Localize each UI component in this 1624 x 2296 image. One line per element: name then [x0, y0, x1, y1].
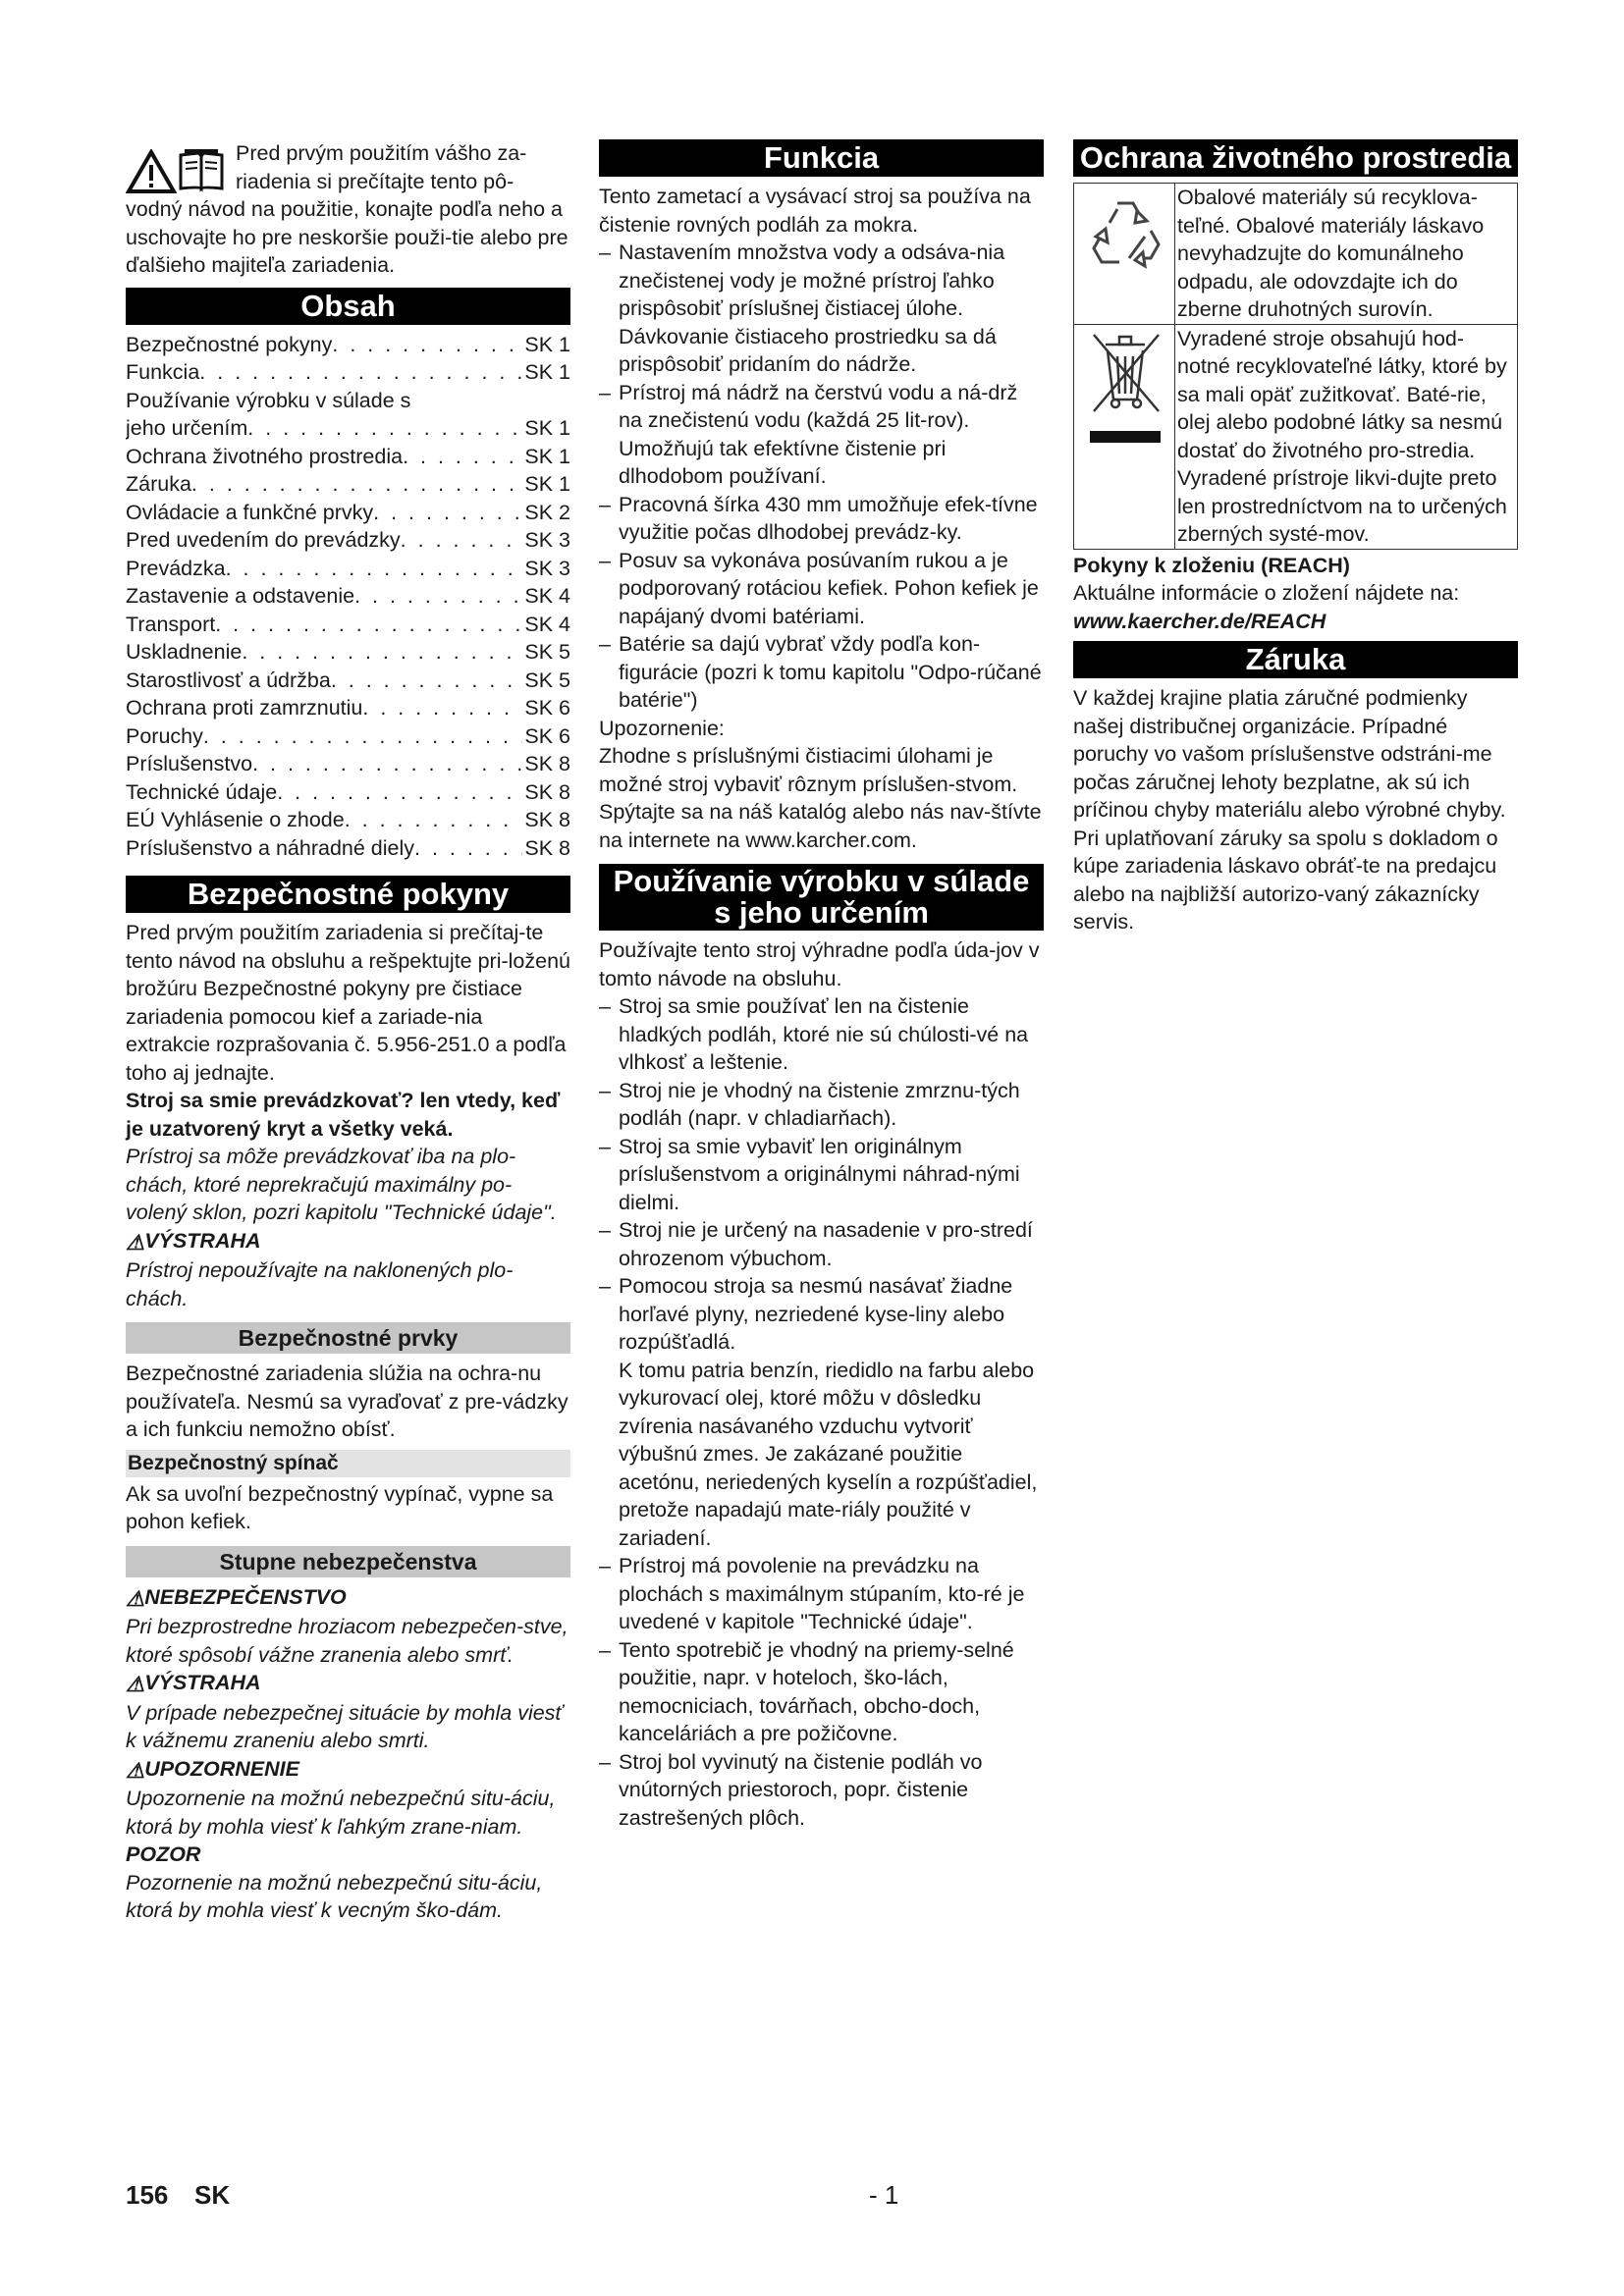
function-dosing: Dávkovanie čistiaceho prostriedku sa dá prispôsobiť pridaním do nádrže. [619, 324, 997, 376]
list-item: – Prístroj má nádrž na čerstvú vodu a ná-drž na znečistenú vodu (každá 25 lit-rov). Umožňujú tak efektívne čistenie pri dlhodobom používaní. [599, 380, 1018, 488]
toc-row-title: Ovládacie a funkčné prvky [126, 500, 374, 524]
toc-heading: Obsah [126, 288, 570, 325]
toc-leader-dots [403, 443, 522, 471]
caution-small-icon: ⚠ [126, 1758, 145, 1783]
toc-row[interactable] [126, 722, 570, 751]
toc-row-page: SK 8 [524, 779, 570, 804]
environment-table [1073, 183, 1518, 550]
list-item: – Stroj nie je určený na nasadenie v pro-stredí ohrozenom výbuchom. [599, 1218, 1033, 1270]
function-note-text: Zhodne s príslušnými čistiacimi úlohami je možné stroj vybaviť rôznym príslušen-stvom. [599, 744, 1018, 796]
warning2-text: V prípade nebezpečnej situácie by mohla viesť k vážnemu zraneniu alebo smrti. [126, 1700, 564, 1752]
toc-row-title: Príslušenstvo a náhradné diely [126, 835, 415, 860]
crossed-bin-icon [1080, 329, 1170, 456]
safety-devices-heading: Bezpečnostné prvky [126, 1322, 570, 1354]
list-item: – Prístroj má povolenie na prevádzku na plochách s maximálnym stúpaním, kto-ré je uvedené v kapitole "Technické údaje". [599, 1554, 1025, 1633]
toc-row-title: Záruka [126, 472, 191, 496]
recycling-icon [1080, 189, 1170, 280]
list-item: – Stroj bol vyvinutý na čistenie podláh vo vnútorných priestoroch, popr. čistenie zastrešených plôch. [599, 1749, 983, 1830]
toc-row-title: Transport [126, 612, 216, 636]
warning2-label: ⚠VÝSTRAHA [126, 1669, 570, 1699]
toc-leader-dots [242, 638, 522, 667]
toc-leader-dots [414, 834, 522, 863]
danger-label: ⚠NEBEZPEČENSTVO [126, 1583, 570, 1614]
bin-cell [1074, 324, 1175, 549]
toc-row-page: SK 3 [524, 556, 570, 580]
list-item: – Stroj sa smie používať len na čistenie hladkých podláh, ktoré nie sú chúlosti-vé na vlhkosť a leštenie. [599, 994, 1029, 1074]
toc-row-title: Bezpečnostné pokyny [126, 332, 333, 356]
attention-text: Pozornenie na možnú nebezpečnú situ-áciu, ktorá by mohla viesť k vecným ško-dám. [126, 1870, 543, 1922]
function-heading: Funkcia [599, 139, 1044, 177]
toc-row-page: SK 5 [524, 640, 570, 664]
hazard-levels-heading: Stupne nebezpečenstva [126, 1546, 570, 1577]
list-item: – Stroj sa smie vybaviť len originálnym príslušenstvom a originálnymi náhrad-nými dielmi. [599, 1134, 1020, 1214]
environment-heading: Ochrana životného prostredia [1073, 139, 1518, 177]
toc-row-page: SK 1 [524, 332, 570, 356]
toc-row-title: Uskladnenie [126, 640, 243, 664]
danger-small-icon: ⚠ [126, 1586, 145, 1611]
section-number: - 1 [869, 2180, 899, 2210]
toc-leader-dots [332, 331, 522, 359]
toc-leader-dots [215, 611, 522, 639]
list-item: – Nastavením množstva vody a odsáva-nia znečistenej vody je možné prístroj ľahko prispôsobiť príslušnej čistiacej úlohe. [599, 240, 1005, 320]
toc-row[interactable] [126, 358, 570, 387]
toc-row[interactable] [126, 470, 570, 499]
danger-text: Pri bezprostredne hroziacom nebezpečen-stve, ktoré spôsobí vážne zranenia alebo smrť. [126, 1615, 568, 1667]
toc-row-page: SK 3 [524, 528, 570, 552]
warning2-small-icon: ⚠ [126, 1673, 145, 1696]
toc-row[interactable] [126, 331, 570, 359]
toc-row[interactable] [126, 611, 570, 639]
toc-row[interactable] [126, 750, 570, 778]
intended-benzin-note: K tomu patria benzín, riedidlo na farbu alebo vykurovací olej, ktoré môžu v dôsledku zvírenia nasávaného vzduchu vytvoriť výbušnú zmes. Je zakázané použitie acetónu, neriedených kyselín a rozpúšťadiel, pretože napadajú mate-riály použité v zariadení. [619, 1358, 1038, 1550]
toc-row-page: SK 4 [524, 584, 570, 608]
warning-text: Prístroj nepoužívajte na naklonených plo-chách. [126, 1258, 514, 1310]
safety-slope-note: Prístroj sa môže prevádzkovať iba na plo-chách, ktoré neprekračujú maximálny po-volený sklon, pozri kapitolu "Technické údaje". [126, 1145, 557, 1224]
toc-row[interactable] [126, 582, 570, 611]
language-code: SK [194, 2180, 231, 2210]
warranty-text: V každej krajine platia záručné podmienky našej distribučnej organizácie. Prípadné poruchy vo vašom príslušenstve odstráni-me počas záručnej lehoty bezplatne, ak sú ich príčinou chyby materiálu alebo výrobné chyby. Pri uplatňovaní záruky sa spolu s dokladom o kúpe zariadenia láskavo obráť-te na predajcu alebo na najbližší autorizo-vaný zákaznícky servis. [1073, 686, 1506, 934]
toc-leader-dots [277, 778, 522, 807]
toc-row[interactable] [126, 526, 570, 555]
reach-link[interactable]: www.kaercher.de/REACH [1073, 609, 1326, 633]
safety-devices-text: Bezpečnostné zariadenia slúžia na ochra-nu používateľa. Nesmú sa vyraďovať z pre-vádzky a ich funkciu nemožno obísť. [126, 1362, 568, 1441]
safety-switch-text: Ak sa uvoľní bezpečnostný vypínač, vypne sa pohon kefiek. [126, 1481, 554, 1533]
attention-label: POZOR [126, 1842, 201, 1866]
toc-leader-dots [354, 582, 522, 611]
toc-row[interactable] [126, 414, 570, 443]
toc-leader-dots [401, 526, 523, 555]
toc-row-page: SK 4 [524, 612, 570, 636]
toc-row[interactable] [126, 694, 570, 722]
packaging-text: Obalové materiály sú recyklova-teľné. Obalové materiály láskavo nevyhadzujte do komunálneho odpadu, ale odovzdajte ich do zberne druhotných surovín. [1175, 184, 1518, 325]
reach-text: Aktuálne informácie o zložení nájdete na: [1073, 581, 1460, 605]
toc-row-page: SK 5 [524, 667, 570, 692]
toc-row[interactable] [126, 834, 570, 863]
toc-leader-dots [362, 694, 522, 722]
table-of-contents [126, 331, 570, 863]
toc-row-title: Pred uvedením do prevádzky [126, 528, 401, 552]
list-item: – Tento spotrebič je vhodný na priemy-selné použitie, napr. v hoteloch, ško-lách, nemocniciach, továrňach, obcho-doch, kanceláriách a pre požičovne. [599, 1637, 1014, 1745]
list-item: – Batérie sa dajú vybrať vždy podľa kon-figurácie (pozri k tomu kapitolu "Odpo-rúčané batérie") [599, 632, 1042, 712]
toc-row-page: SK 1 [524, 360, 570, 384]
toc-row-page: SK 1 [524, 444, 570, 468]
caution-text: Upozornenie na možnú nebezpečnú situ-áciu, ktorá by mohla viesť k ľahkým zrane-niam. [126, 1787, 556, 1839]
toc-row-page: SK 6 [524, 723, 570, 748]
function-catalog: Spýtajte sa na náš katalóg alebo nás nav-štívte na internete na www.karcher.com. [599, 800, 1042, 852]
toc-row-title: Starostlivosť a údržba [126, 667, 331, 692]
column-middle [599, 139, 1044, 1832]
toc-leader-dots [345, 806, 523, 834]
toc-row-title: Prevádzka [126, 556, 226, 580]
toc-leader-dots [373, 499, 522, 527]
toc-row[interactable] [126, 555, 570, 583]
toc-row[interactable] [126, 667, 570, 695]
toc-row-title: Poruchy [126, 723, 203, 748]
toc-leader-dots [247, 414, 522, 443]
toc-leader-dots [199, 358, 522, 387]
intro-icons [126, 139, 236, 194]
intro-text: vodný návod na použitie, konajte podľa neho a uschovajte ho pre neskoršie použi-tie alebo pre ďalšieho majiteľa zariadenia. [126, 197, 568, 277]
old-devices-text: Vyradené stroje obsahujú hod-notné recyklovateľné látky, ktoré by sa mali opäť zužitkovať. Baté-rie, olej alebo podobné látky sa nesmú dostať do životného pro-stredia. Vyradené prístroje likvi-dujte preto len prostredníctvom na to určených zberných systé-mov. [1175, 324, 1518, 549]
warning-label: ⚠VÝSTRAHA [126, 1227, 570, 1257]
intended-use-heading: Používanie výrobku v súlade s jeho určením [599, 864, 1044, 931]
toc-leader-dots [226, 555, 523, 583]
reach-heading: Pokyny k zloženiu (REACH) [1073, 553, 1350, 577]
safety-intro: Pred prvým použitím zariadenia si prečítaj-te tento návod na obsluhu a rešpektujte pri-loženú brožúru Bezpečnostné pokyny pre čistiace zariadenia pomocou kief a zariade-nia extrakcie rozprašovania č. 5.956-251.0 a podľa toho aj jednajte. [126, 921, 571, 1085]
list-item: – Pracovná šírka 430 mm umožňuje efek-tívne využitie počas dlhodobej prevádz-ky. [599, 492, 1038, 544]
toc-row-title: Ochrana životného prostredia [126, 444, 404, 468]
intro-line1: Pred prvým použitím vášho za- [236, 141, 527, 165]
toc-row-page: SK 8 [524, 752, 570, 775]
toc-row-page: SK 8 [524, 808, 570, 831]
toc-row-page: SK 6 [524, 696, 570, 720]
column-left [126, 139, 570, 1925]
toc-leader-dots [331, 667, 523, 695]
safety-switch-heading: Bezpečnostný spínač [126, 1450, 570, 1477]
warning-small-icon: ⚠ [126, 1230, 145, 1255]
toc-row-title: EÚ Vyhlásenie o zhode [126, 808, 345, 831]
intro-line2: riadenia si prečítajte tento pô- [236, 169, 514, 193]
toc-row[interactable] [126, 499, 570, 527]
toc-row-page: SK 2 [524, 500, 570, 524]
toc-row[interactable] [126, 806, 570, 834]
intended-intro: Používajte tento stroj výhradne podľa úda-jov v tomto návode na obsluhu. [599, 938, 1040, 990]
toc-row-page: SK 8 [524, 835, 570, 860]
toc-leader-dots [191, 470, 522, 499]
list-item: – Stroj nie je vhodný na čistenie zmrznu-tých podláh (napr. v chladiarňach). [599, 1078, 1020, 1130]
toc-row[interactable] [126, 638, 570, 667]
column-right [1073, 139, 1518, 936]
toc-row-title: jeho určením [126, 416, 248, 440]
safety-bold-note: Stroj sa smie prevádzkovať? len vtedy, keď je uzatvorený kryt a všetky veká. [126, 1089, 561, 1141]
toc-row[interactable] [126, 443, 570, 471]
intro-block [126, 139, 570, 280]
toc-leader-dots [203, 722, 523, 751]
toc-row-title: Technické údaje [126, 779, 278, 804]
list-item: – Pomocou stroja sa nesmú nasávať žiadne horľavé plyny, nezriedené kyse-liny alebo rozpúšťadlá. [599, 1274, 1013, 1354]
recycling-cell [1074, 184, 1175, 325]
toc-row-page: SK 1 [524, 472, 570, 496]
toc-row-page: SK 1 [524, 416, 570, 440]
toc-row-title: Príslušenstvo [126, 752, 253, 775]
toc-row-title: Ochrana proti zamrznutiu [126, 696, 363, 720]
toc-row-title: Zastavenie a odstavenie [126, 584, 355, 608]
toc-row[interactable] [126, 387, 570, 415]
manual-book-icon [177, 147, 226, 192]
warranty-heading: Záruka [1073, 641, 1518, 678]
toc-row-title: Funkcia [126, 360, 200, 384]
toc-row[interactable] [126, 778, 570, 807]
function-intro: Tento zametací a vysávací stroj sa používa na čistenie rovných podláh za mokra. [599, 185, 1031, 237]
toc-leader-dots [252, 750, 522, 778]
page-number: 156 [126, 2180, 169, 2210]
list-item: – Posuv sa vykonáva posúvaním rukou a je podporovaný rotáciou kefiek. Pohon kefiek je napájaný dvomi batériami. [599, 548, 1039, 628]
toc-row-title: Používanie výrobku v súlade s [126, 388, 411, 412]
function-note-label: Upozornenie: [599, 716, 725, 740]
caution-label: ⚠UPOZORNENIE [126, 1755, 570, 1786]
warning-triangle-icon [126, 149, 177, 194]
safety-heading: Bezpečnostné pokyny [126, 876, 570, 913]
